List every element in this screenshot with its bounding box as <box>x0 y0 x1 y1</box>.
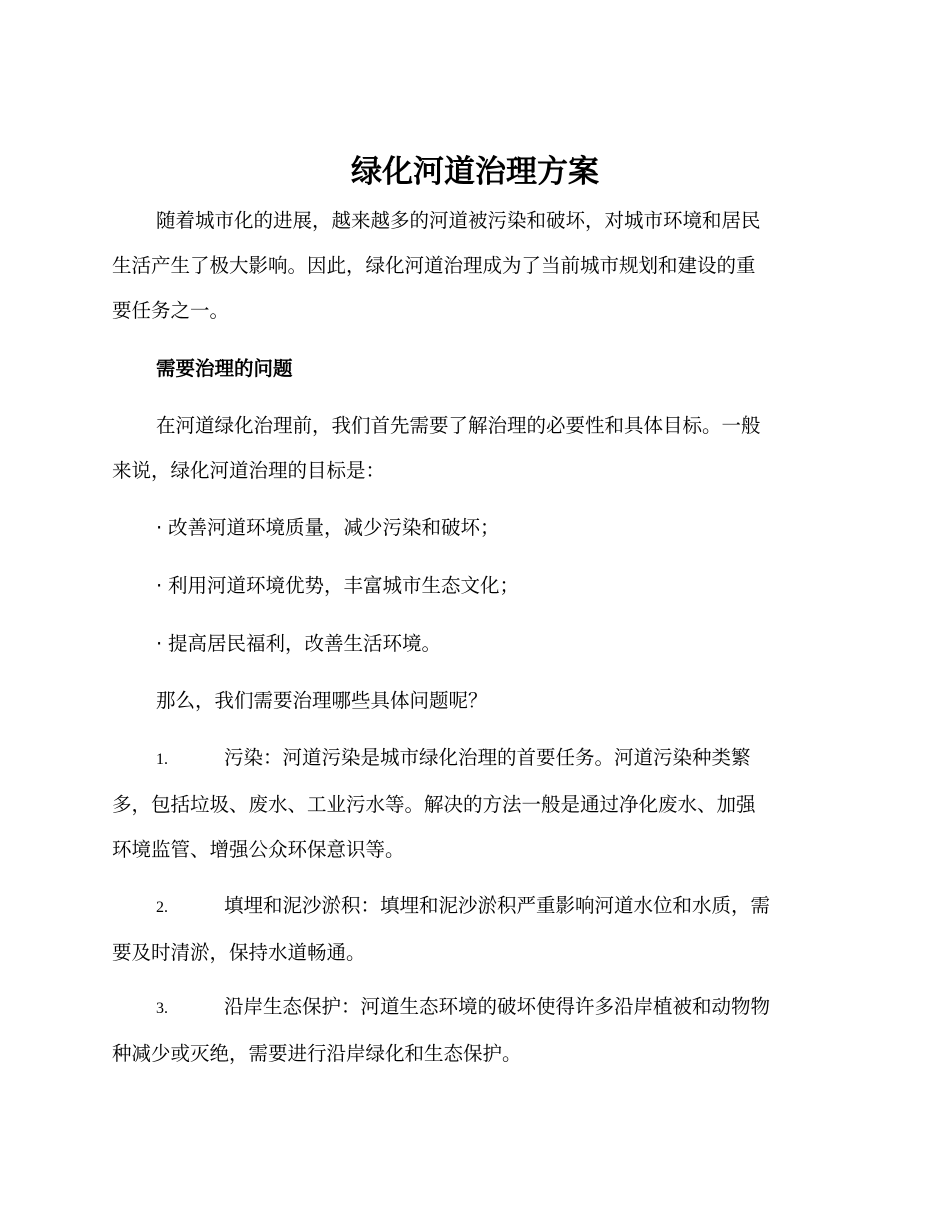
item-text-line: 要及时清淤，保持水道畅通。 <box>112 941 366 964</box>
bullet-text: 利用河道环境优势，丰富城市生态文化； <box>168 574 520 597</box>
item-number: 2. <box>156 899 168 916</box>
section-heading: 需要治理的问题 <box>156 357 293 380</box>
bullet-dot: · <box>156 574 163 597</box>
bullet-text: 提高居民福利，改善生活环境。 <box>168 632 442 655</box>
goals-paragraph <box>112 403 832 493</box>
bullet-dot: · <box>156 632 163 655</box>
numbered-item <box>112 735 832 872</box>
page-title: 绿化河道治理方案 <box>351 154 599 190</box>
goals-line: 在河道绿化治理前，我们首先需要了解治理的必要性和具体目标。一般 <box>156 414 761 437</box>
numbered-item-first-line <box>112 883 832 930</box>
item-text-line: 环境监管、增强公众环保意识等。 <box>112 838 405 861</box>
numbered-item <box>112 883 832 975</box>
question-line: 那么，我们需要治理哪些具体问题呢？ <box>156 689 488 712</box>
intro-line: 要任务之一。 <box>112 299 230 322</box>
item-text-line: 种减少或灭绝，需要进行沿岸绿化和生态保护。 <box>112 1042 522 1065</box>
intro-line: 随着城市化的进展，越来越多的河道被污染和破坏，对城市环境和居民 <box>156 209 761 232</box>
intro-paragraph <box>112 198 832 333</box>
numbered-item-first-line <box>112 735 832 782</box>
item-number: 1. <box>156 751 168 768</box>
bullet-item <box>112 563 832 608</box>
item-text: 填埋和泥沙淤积：填埋和泥沙淤积严重影响河道水位和水质，需 <box>224 894 771 917</box>
item-text: 污染：河道污染是城市绿化治理的首要任务。河道污染种类繁 <box>224 746 751 769</box>
bullet-item <box>112 505 832 550</box>
bullet-item <box>112 621 832 666</box>
numbered-item <box>112 984 832 1076</box>
bullet-text: 改善河道环境质量，减少污染和破坏； <box>168 516 500 539</box>
goals-line: 来说，绿化河道治理的目标是： <box>112 459 386 482</box>
numbered-item-first-line <box>112 984 832 1031</box>
intro-line: 生活产生了极大影响。因此，绿化河道治理成为了当前城市规划和建设的重 <box>112 254 756 277</box>
item-number: 3. <box>156 1000 168 1017</box>
item-text: 沿岸生态保护：河道生态环境的破坏使得许多沿岸植被和动物物 <box>224 995 771 1018</box>
item-text-line: 多，包括垃圾、废水、工业污水等。解决的方法一般是通过净化废水、加强 <box>112 793 756 816</box>
bullet-dot: · <box>156 516 163 539</box>
